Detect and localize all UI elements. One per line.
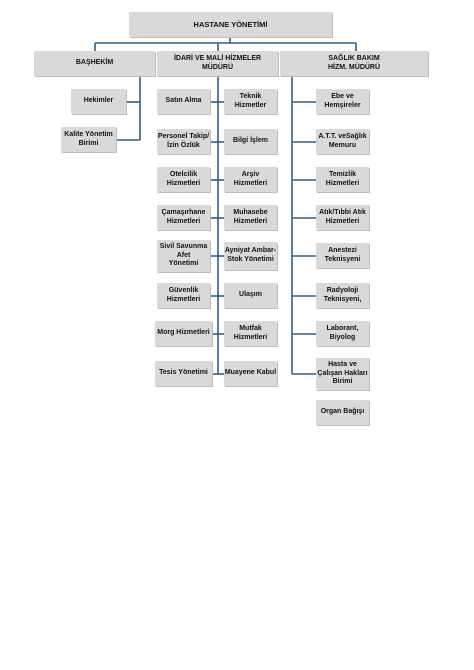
unit-label: Sivil Savunma Afet Yönetimi — [159, 242, 208, 268]
unit-label: Çamaşırhane Hizmetleri — [161, 208, 206, 225]
unit-ayniyat-ambar — [224, 242, 277, 270]
unit-morg — [155, 321, 212, 346]
unit-bilgi-islem — [224, 129, 277, 154]
unit-label: Hekimler — [83, 97, 114, 105]
unit-label: Muayene Kabul — [224, 369, 277, 377]
unit-ebe-hemsireler — [316, 89, 369, 114]
unit-radyoloji — [316, 283, 369, 308]
unit-label: Kalite Yönetim Birimi — [64, 130, 113, 147]
unit-satin-alma — [157, 89, 210, 114]
unit-temizlik — [316, 167, 369, 192]
unit-label: Güvenlik Hizmetleri — [166, 286, 201, 303]
unit-label: Otelcilik Hizmetleri — [166, 170, 201, 187]
dept-saglik-bakim — [280, 51, 428, 76]
unit-camasirhane — [157, 205, 210, 230]
unit-label: Bilgi İşlem — [232, 137, 268, 145]
unit-label: Ayniyat Ambar- Stok Yönetimi — [224, 247, 277, 263]
unit-teknik-hizmetler — [224, 89, 277, 114]
unit-organ-bagisi — [316, 400, 369, 425]
unit-label: Mutfak Hizmetleri — [233, 324, 268, 341]
root-node-hastane-yonetimi — [129, 12, 332, 37]
unit-att-saglik-memuru — [316, 129, 369, 154]
unit-mutfak — [224, 321, 277, 346]
root-label: HASTANE YÖNETİMİ — [193, 19, 268, 29]
unit-label: Anestezi Teknisyeni — [324, 246, 361, 263]
unit-muhasebe — [224, 205, 277, 230]
unit-label: Arşiv Hizmetleri — [233, 170, 268, 187]
unit-laborant-biyolog — [316, 321, 369, 346]
unit-label: Morg Hizmetleri — [157, 329, 210, 337]
unit-guvenlik — [157, 283, 210, 308]
dept-idari-mali — [157, 51, 278, 76]
unit-label: Laborant, Biyolog — [326, 324, 359, 341]
unit-label: Organ Bağışı — [320, 408, 365, 416]
unit-label: Hasta ve Çalışan Hakları Birimi — [317, 360, 368, 386]
unit-label: Teknik Hizmetler — [234, 92, 267, 109]
unit-ulasim — [224, 283, 277, 308]
dept-label: SAĞLIK BAKIM HİZM. MÜDÜRÜ — [327, 54, 381, 71]
unit-sivil-savunma — [157, 240, 210, 272]
unit-label: Satın Alma — [165, 97, 202, 105]
unit-kalite-yonetim — [61, 127, 116, 152]
dept-label: BAŞHEKİM — [75, 59, 114, 67]
unit-label: Radyoloji Teknisyeni, — [323, 286, 362, 303]
unit-label: Atık/Tıbbi Atık Hizmetleri — [319, 208, 366, 225]
unit-tesis-yonetimi — [155, 361, 212, 386]
unit-anestezi — [316, 243, 369, 268]
unit-hasta-calisan-haklari — [316, 358, 369, 390]
unit-label: A.T.T. veSağlık Memuru — [318, 132, 367, 149]
unit-hekimler — [71, 89, 126, 114]
unit-label: Personel Takip/ İzin Özlük — [157, 132, 210, 149]
unit-personel-takip — [157, 129, 210, 154]
unit-otelcilik — [157, 167, 210, 192]
unit-label: Ebe ve Hemşireler — [324, 92, 361, 109]
unit-atik-tibbi-atik — [316, 205, 369, 230]
dept-label: İDARİ VE MALİ HİZMELER MÜDÜRÜ — [173, 54, 262, 71]
unit-label: Muhasebe Hizmetleri — [233, 208, 268, 225]
unit-label: Tesis Yönetimi — [159, 369, 208, 377]
dept-bashekim — [34, 51, 155, 76]
unit-muayene-kabul — [224, 361, 277, 386]
unit-arsiv — [224, 167, 277, 192]
unit-label: Ulaşım — [239, 291, 262, 299]
unit-label: Temizlik Hizmetleri — [325, 170, 360, 187]
